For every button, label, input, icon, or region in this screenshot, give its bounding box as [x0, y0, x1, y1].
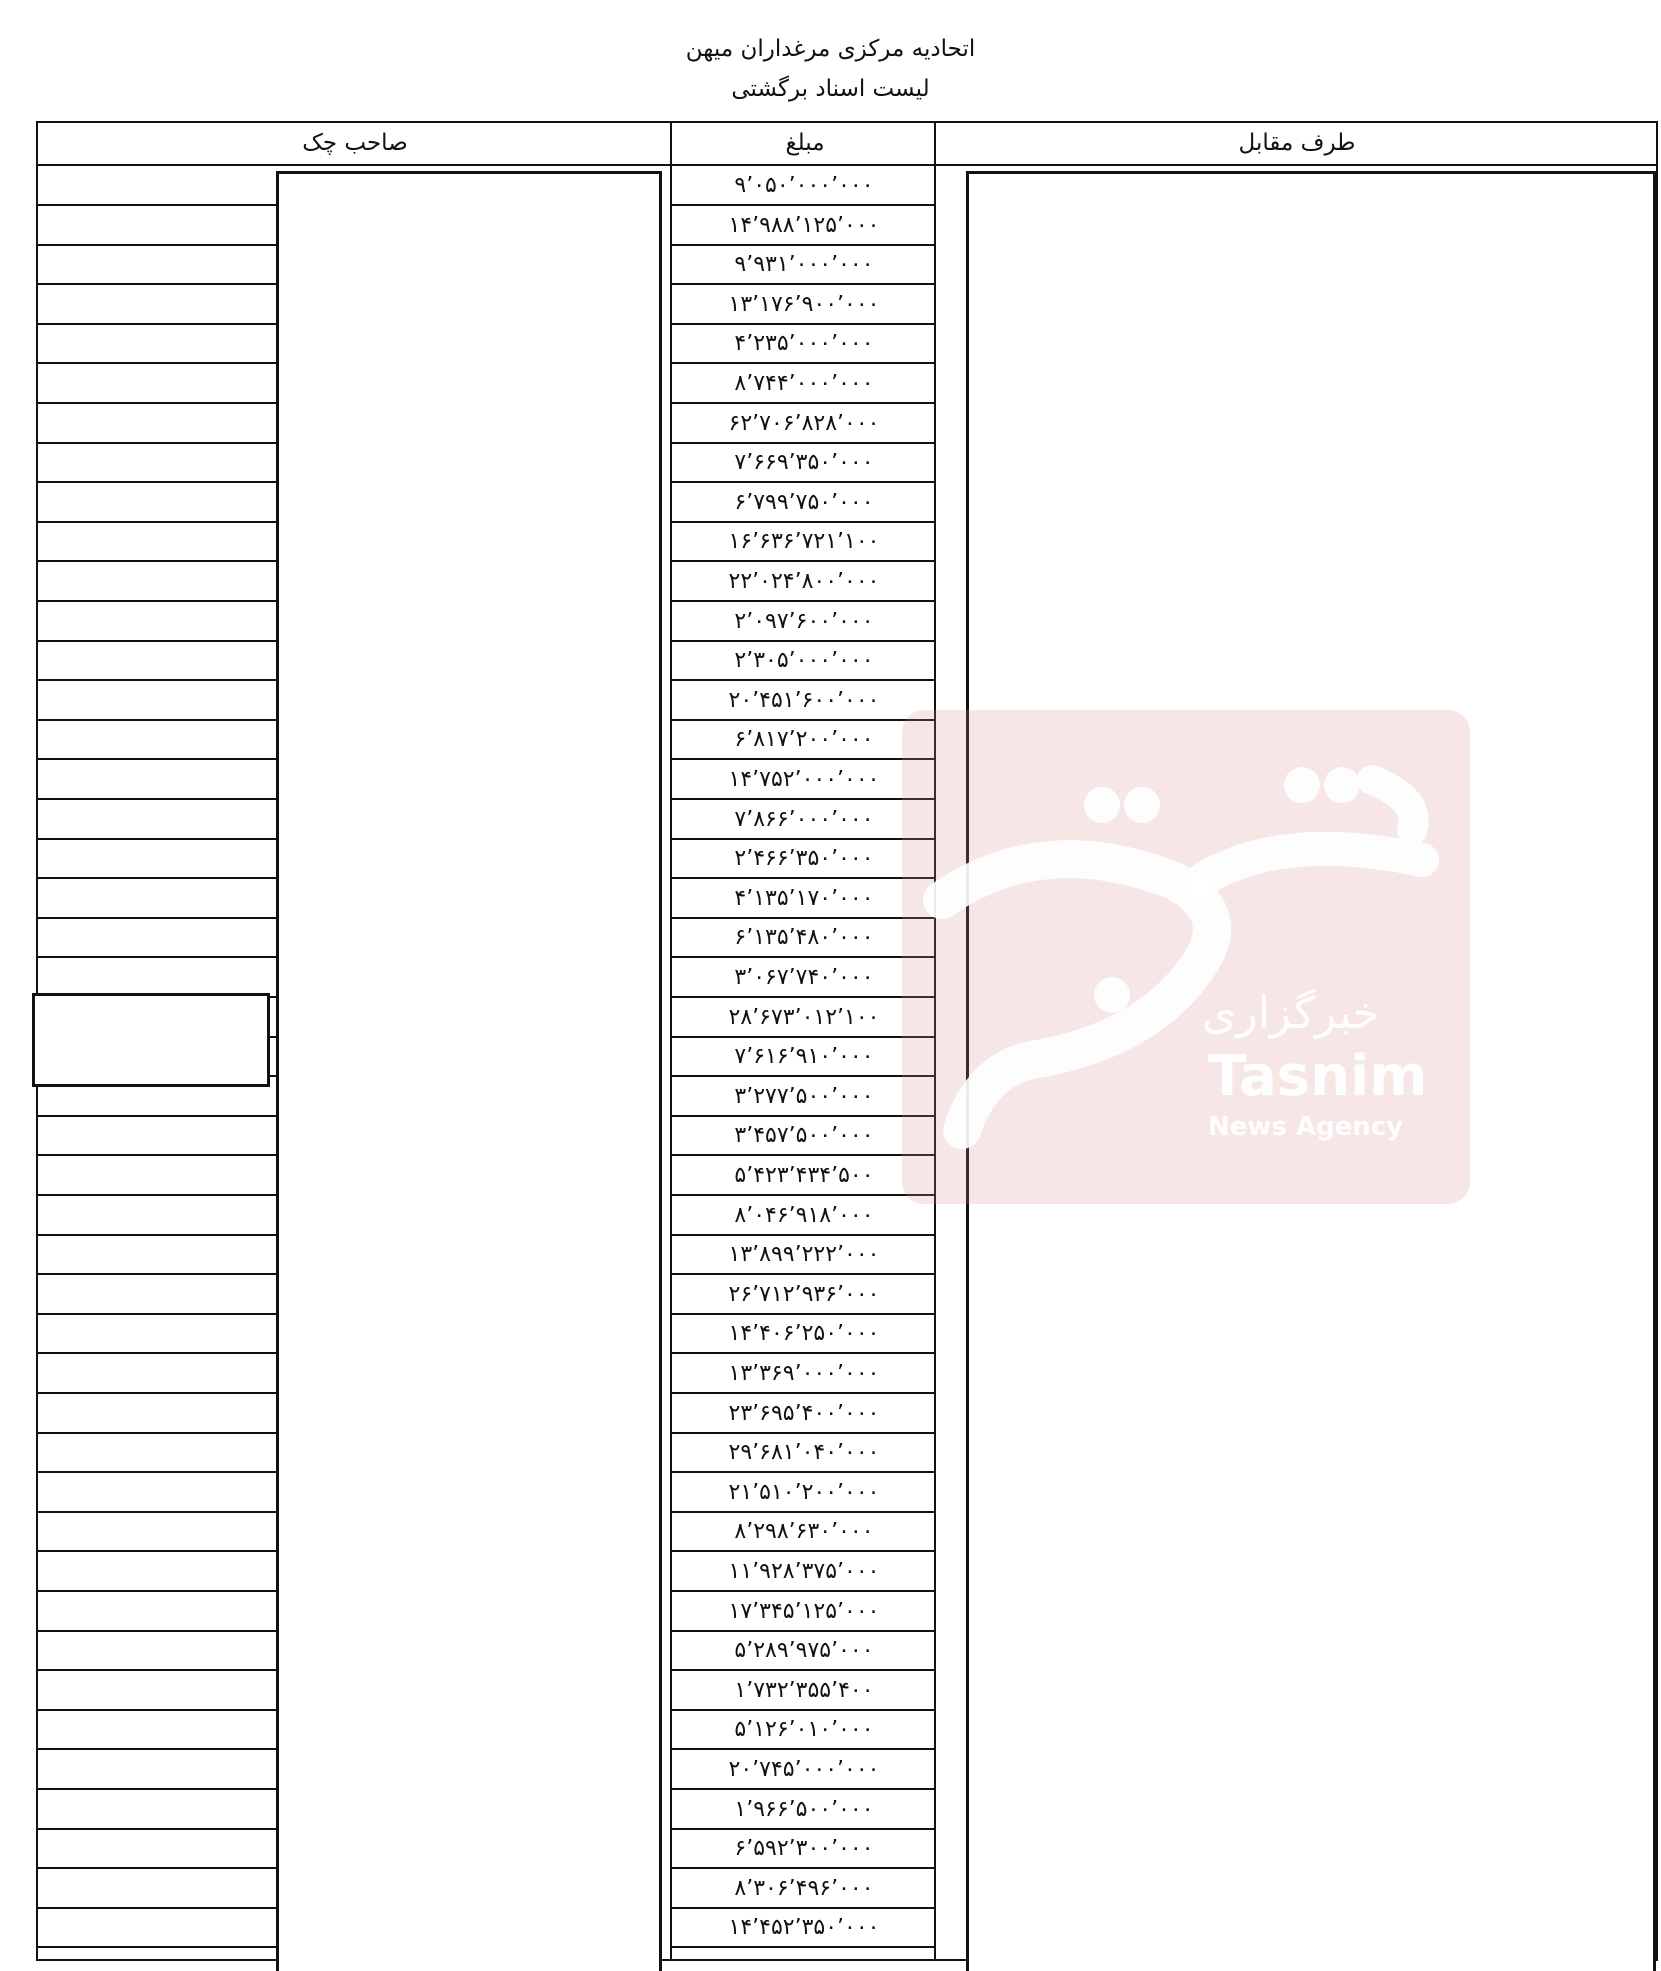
amount-cell: ۲۸٬۶۷۳٬۰۱۲٬۱۰۰ [672, 998, 936, 1038]
amount-cell: ۶۲٬۷۰۶٬۸۲۸٬۰۰۰ [672, 404, 936, 444]
table-row [38, 760, 276, 800]
table-row [38, 522, 276, 562]
amount-cell: ۹٬۹۳۱٬۰۰۰٬۰۰۰ [672, 245, 936, 285]
table-row [38, 1750, 276, 1790]
amount-cell: ۶٬۵۹۲٬۳۰۰٬۰۰۰ [672, 1829, 936, 1869]
document-title: اتحادیه مرکزی مرغداران میهن [685, 36, 976, 62]
table-row [38, 1473, 276, 1513]
redacted-cell [32, 993, 270, 1087]
table-row [38, 1631, 276, 1671]
watermark-brand-en: Tasnim [1208, 1044, 1428, 1109]
amount-cell: ۲٬۰۹۷٬۶۰۰٬۰۰۰ [672, 602, 936, 642]
amount-cell: ۳٬۰۶۷٬۷۴۰٬۰۰۰ [672, 958, 936, 998]
table-row [38, 1116, 276, 1156]
table-row [38, 166, 276, 206]
table-row [38, 1275, 276, 1315]
watermark-subtitle: News Agency [1208, 1112, 1404, 1142]
amount-cell: ۱۴٬۴۰۶٬۲۵۰٬۰۰۰ [672, 1314, 936, 1354]
table-row [38, 206, 276, 246]
amount-cell: ۱۳٬۳۶۹٬۰۰۰٬۰۰۰ [672, 1354, 936, 1394]
table-row [38, 1314, 276, 1354]
table-row [38, 958, 276, 998]
table-row [38, 641, 276, 681]
amount-cell: ۲۰٬۷۴۵٬۰۰۰٬۰۰۰ [672, 1750, 936, 1790]
table-row [38, 681, 276, 721]
table-row [38, 285, 276, 325]
table-row [38, 720, 276, 760]
table-row [38, 1354, 276, 1394]
table-row [38, 364, 276, 404]
amount-cell: ۲۲٬۰۲۴٬۸۰۰٬۰۰۰ [672, 562, 936, 602]
table-row [38, 404, 276, 444]
amount-cell: ۹٬۰۵۰٬۰۰۰٬۰۰۰ [672, 166, 936, 206]
amount-cell: ۳٬۴۵۷٬۵۰۰٬۰۰۰ [672, 1116, 936, 1156]
amount-cell: ۳٬۲۷۷٬۵۰۰٬۰۰۰ [672, 1077, 936, 1117]
amount-cell: ۱٬۷۳۲٬۳۵۵٬۴۰۰ [672, 1671, 936, 1711]
table-row [38, 443, 276, 483]
table-row [38, 1235, 276, 1275]
header-amount: مبلغ [785, 130, 825, 156]
amount-cell: ۲٬۴۶۶٬۳۵۰٬۰۰۰ [672, 839, 936, 879]
document-subtitle: لیست اسناد برگشتی [731, 76, 930, 102]
table-row [38, 1512, 276, 1552]
amount-cell: ۱۴٬۴۵۲٬۳۵۰٬۰۰۰ [672, 1908, 936, 1948]
amount-cell: ۷٬۸۶۶٬۰۰۰٬۰۰۰ [672, 800, 936, 840]
amount-cell: ۱۴٬۹۸۸٬۱۲۵٬۰۰۰ [672, 206, 936, 246]
table-row [38, 324, 276, 364]
amount-cell: ۲۶٬۷۱۲٬۹۳۶٬۰۰۰ [672, 1275, 936, 1315]
table-row [38, 1433, 276, 1473]
amount-cell: ۸٬۷۴۴٬۰۰۰٬۰۰۰ [672, 364, 936, 404]
table-row [38, 602, 276, 642]
amount-cell: ۴٬۱۳۵٬۱۷۰٬۰۰۰ [672, 879, 936, 919]
amount-cell: ۴٬۲۳۵٬۰۰۰٬۰۰۰ [672, 324, 936, 364]
amount-cell: ۶٬۱۳۵٬۴۸۰٬۰۰۰ [672, 918, 936, 958]
table-row [38, 562, 276, 602]
table-row [38, 1671, 276, 1711]
table-row [38, 1829, 276, 1869]
amount-cell: ۸٬۰۴۶٬۹۱۸٬۰۰۰ [672, 1196, 936, 1236]
amount-cell: ۵٬۲۸۹٬۹۷۵٬۰۰۰ [672, 1631, 936, 1671]
amount-cell: ۵٬۴۲۳٬۴۳۴٬۵۰۰ [672, 1156, 936, 1196]
amount-cell: ۲۹٬۶۸۱٬۰۴۰٬۰۰۰ [672, 1433, 936, 1473]
amount-cell: ۲۰٬۴۵۱٬۶۰۰٬۰۰۰ [672, 681, 936, 721]
amount-cell: ۱۳٬۱۷۶٬۹۰۰٬۰۰۰ [672, 285, 936, 325]
table-row [38, 1869, 276, 1909]
watermark-brand-fa: خبرگزاری [1202, 988, 1380, 1039]
amount-cell: ۵٬۱۲۶٬۰۱۰٬۰۰۰ [672, 1710, 936, 1750]
table-row [38, 483, 276, 523]
header-owner: صاحب چک [302, 130, 408, 156]
amount-cell: ۷٬۶۶۹٬۳۵۰٬۰۰۰ [672, 443, 936, 483]
amount-cell: ۱۱٬۹۲۸٬۳۷۵٬۰۰۰ [672, 1552, 936, 1592]
table-row [38, 800, 276, 840]
table-row [38, 1156, 276, 1196]
amount-cell: ۶٬۷۹۹٬۷۵۰٬۰۰۰ [672, 483, 936, 523]
amount-cell: ۱۶٬۶۳۶٬۷۲۱٬۱۰۰ [672, 522, 936, 562]
table-row [38, 245, 276, 285]
table-row [38, 1710, 276, 1750]
amount-cell: ۱٬۹۶۶٬۵۰۰٬۰۰۰ [672, 1790, 936, 1830]
table-row [38, 1552, 276, 1592]
amount-cell: ۷٬۶۱۶٬۹۱۰٬۰۰۰ [672, 1037, 936, 1077]
amount-cell: ۱۷٬۳۴۵٬۱۲۵٬۰۰۰ [672, 1592, 936, 1632]
amount-cell: ۲٬۳۰۵٬۰۰۰٬۰۰۰ [672, 641, 936, 681]
table-row [38, 1196, 276, 1236]
table-row [38, 1394, 276, 1434]
amount-cell: ۸٬۳۰۶٬۴۹۶٬۰۰۰ [672, 1869, 936, 1909]
table-row [38, 1592, 276, 1632]
table-row [38, 1908, 276, 1948]
table-row [38, 1790, 276, 1830]
amount-cell: ۶٬۸۱۷٬۲۰۰٬۰۰۰ [672, 720, 936, 760]
amount-cell: ۱۴٬۷۵۲٬۰۰۰٬۰۰۰ [672, 760, 936, 800]
amount-cell: ۸٬۲۹۸٬۶۳۰٬۰۰۰ [672, 1512, 936, 1552]
table-row [38, 879, 276, 919]
amount-cell: ۱۳٬۸۹۹٬۲۲۲٬۰۰۰ [672, 1235, 936, 1275]
header-counterparty: طرف مقابل [1238, 130, 1356, 156]
amount-cell: ۲۳٬۶۹۵٬۴۰۰٬۰۰۰ [672, 1394, 936, 1434]
table-row [38, 918, 276, 958]
table-row [38, 839, 276, 879]
tasnim-watermark [902, 710, 1470, 1204]
amount-cell: ۲۱٬۵۱۰٬۲۰۰٬۰۰۰ [672, 1473, 936, 1513]
redacted-owner-column [276, 171, 662, 1971]
